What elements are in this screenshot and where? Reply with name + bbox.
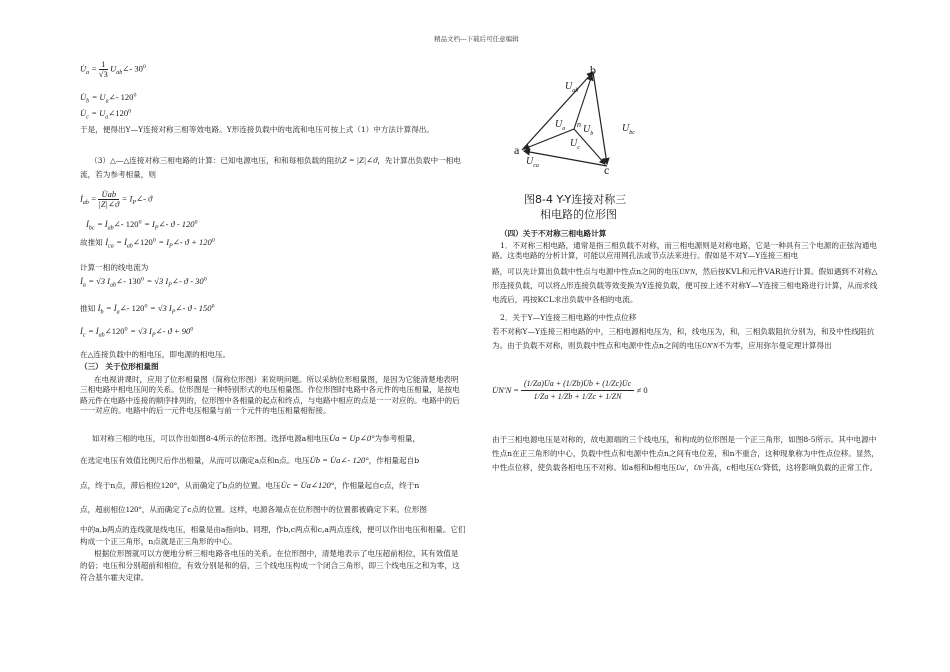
figure-caption-line-1: 图8-4 Y-Y连接对称三 (524, 193, 627, 206)
paragraph-neutral-displacement: 由于三相电源电压是对称的，故电源端的三个线电压，和构成的位形图是一个正三角形，如图8-5所示。其中电源中性点n在正三角形的中心，负载中性点和电源中性点n之间有电位差，和n不重合，这种现象称为中性点位移。显然，中性点位移，使负载各相电压不对称。如a相和b相电压U̇a'，U̇b'升高，c相电压U̇c'降低，这将影响负载的正常工作。 (492, 435, 879, 473)
paragraph-delta-phase-voltage: 在△连接负载中的相电压，即电源的相电压。 (80, 350, 231, 359)
figure-caption-line-2: 相电路的位形图 (540, 208, 617, 221)
line-voltage-bc-arrow (593, 72, 607, 164)
section-heading-phasor-diagram: （三） 关于位形相量图 (80, 362, 159, 371)
equation-ub: $U̇_b$ = $U_a\angle-$ $120^0$ (80, 92, 137, 105)
point-c-label: c (604, 163, 610, 177)
label-ub: $U_b$ (583, 124, 594, 137)
paragraph-point-b: 点，终于n点，滞后相位120°，从而确定了b点的位置。电压U̇c = U̇a∠120°，作相量起自c点，终于n (80, 480, 420, 490)
paragraph-delta-delta: （3）△—△连接对称三相电路的计算：已知电源电压，和和每相负载的阻抗Z = |Z|∠ϑ，先计算出负载中一相电流，若为参考相量，则 (80, 155, 461, 180)
paragraph-point-c: 点，超前相位120°，从而确定了c点的位置。这样，电源各端点在位形图中的位置都被确定下来。位形图 (80, 504, 427, 514)
equation-ibc: $İ_{bc}$ = $İ_{ab}\angle-$ $120^0$ = $I_P\angle-$ ϑ - $120^0$ (86, 219, 198, 232)
page-header: 精品文档---下载后可任意编辑 (434, 35, 519, 43)
paragraph-asymmetric-1b: 路，可以先计算出负载中性点与电源中性点n之间的电压U̇N'N，然后按KVL和元件VAR进行计算。假如遇到不对称△形连接负载，可以将△形连接负载等效变换为Y连接负载，便可按上述不对称Y—Y连接三相电路进行计算，从而求线电流后，再按KCL求出负载中各相的电流。 (492, 267, 878, 305)
point-n-label: n (577, 120, 581, 129)
line-current-intro: 计算一相的线电流为 (80, 263, 149, 272)
paragraph-phasor-intro: 在电视讲课时，应用了位形相量图（简称位形图）来说明问题。所以采纳位形相量图，是因为它能清楚地表明三相电路中相电压间的关系。位形图是一种特别形式的电压相量图。作位形图时电路中各元件的电压相量，是按电路元件在电路中连接的顺序排列的，位形图中各相量的起点和终点，与电路中相应的点是一一对应的。电路中的后一一对应的。电路中的后一元件电压相量与前一个元件的电压相量相衔接。 (80, 375, 460, 415)
equation-iab: $İ_{ab}$ = $\frac{U̇ab}{|Z|\angle ϑ}$ = $I_P\angle-$ ϑ (80, 189, 153, 209)
label-uca: $U_{ca}$ (526, 156, 539, 169)
label-ubc: $U_{bc}$ (622, 123, 635, 136)
equation-uc: $U̇_c$ = $U_a\angle 120^0$ (80, 108, 132, 121)
equation-millman: U̇N'N = $\frac{(1/Za)U̇a + (1/Zb)U̇b + (1/Zc)U̇c}{1/Za + 1/Zb + 1/Zc + 1/ZN}$ ≠ 0 (492, 379, 648, 402)
paragraph-voltage-scale: 在选定电压有效值比例尺后作出相量，从而可以确定a点和n点。电压U̇b = U̇a∠- 120°，作相量起自b (80, 455, 420, 465)
paragraph-line-voltage: 中的a,b两点的连线就是线电压，相量是由a指向b。同理，作b,c两点和c,a两点连线，便可以作出电压和相量。它们构成一个正三角形，n点就是正三角形的中心。 (80, 525, 466, 546)
label-ua: $U_a$ (555, 119, 566, 132)
equation-ua: $U̇_a$ = $\frac{1}{√3}$ $U_{ab}\angle-$ $30^0$ (80, 59, 147, 79)
point-b-label: b (590, 63, 596, 77)
paragraph-asymmetric-1a: 1．不对称三相电路，通常是指三相负载不对称，而三相电源则是对称电路，它是一种具有三个电源的正弦沟通电路。这类电路的分析计算，可能以应用网孔法或节点法来进行。假如是不对Y—Y连接三相电 (492, 241, 877, 261)
point-a-label: a (514, 143, 520, 157)
paragraph-yy-equivalent: 于是，便得出Y—Y连接对称三相等效电路。Y形连接负载中的电流和电压可按上式（1）中方法计算得出。 (80, 125, 434, 134)
paragraph-phasor-analysis: 根据位形图就可以方便地分析三相电路各电压的关系。在位形图中，清楚地表示了电压超前相位，其有效值是的倍；电压和分别超前和相位，有效分别是和的倍，三个线电压构成一个闭合三角形，即三个线电压之和为零，这符合基尔霍夫定律。 (80, 549, 460, 582)
paragraph-symmetric-voltage: 如对称三相的电压，可以作出如图8-4所示的位形图。选择电源a相电压U̇a = Up∠0°为参考相量， (92, 433, 421, 443)
equation-ib: 推知 $İ_b$ = $İ_a\angle-$ $120^0 = √3$ $I_P\angle-$ ϑ - $150^0$ (80, 303, 215, 316)
equation-ia: $İ_a = √3$ $I_{ab}\angle-$ $130^0 = √3$ $I_P\angle-$ ϑ - $30^0$ (80, 276, 207, 289)
section-heading-asymmetric: （四）关于不对称三相电路计算 (500, 229, 607, 238)
phasor-diagram (500, 58, 660, 178)
label-uab: $U_{ab}$ (565, 81, 579, 94)
equation-ic: $İ_c$ = $İ_{ab}\angle 120^0 = √3$ $I_P\angle-$ $ϑ + 90^0$ (80, 326, 194, 339)
subheading-neutral-shift: 2．关于Y—Y连接三相电路的中性点位移 (500, 313, 637, 322)
label-uc: $U_c$ (570, 138, 580, 151)
paragraph-neutral-shift: 若不对称Y—Y连接三相电路的中，三相电源相电压为，和，线电压为，和，三相负载阻抗分别为，和及中性线阻抗为。由于负载不对称，则负载中性点和电源中性点n之间的电压U̇N'N不为零，应用弥尔曼定理计算得出 (492, 327, 875, 351)
equation-ica: 故推知 $İ_{ca}$ = $İ_{ab}\angle 120^0$ = $I_P\angle-$ $ϑ + 120^0$ (80, 237, 215, 250)
